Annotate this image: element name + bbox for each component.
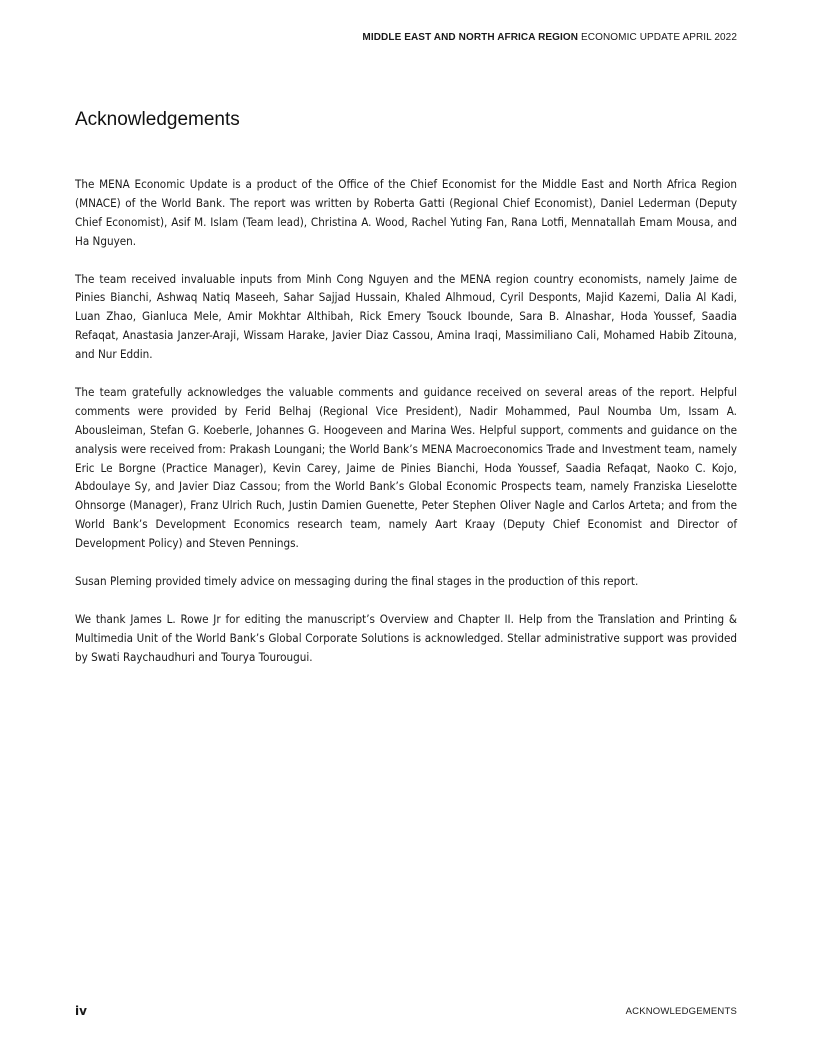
header-publication: ECONOMIC UPDATE APRIL 2022 bbox=[581, 32, 737, 43]
paragraph-authors: The MENA Economic Update is a product of the Office of the Chief Economist for the Middle East and North Africa Region (MNACE) of the World Bank. The report was written by Roberta Gatti (Regional Chief Economist), Daniel Lederman (Deputy Chief Economist), Asif M. Islam (Team lead), Christina A. Wood, Rachel Yuting Fan, Rana Lotfi, Mennatallah Emam Mousa, and Ha Nguyen. bbox=[75, 177, 737, 248]
page-footer bbox=[75, 1004, 737, 1020]
header-region: MIDDLE EAST AND NORTH AFRICA REGION bbox=[362, 32, 579, 43]
paragraph-editing: We thank James L. Rowe Jr for editing the manuscript’s Overview and Chapter II. Help from the Translation and Printing & Multimedia Unit of the World Bank’s Global Corporate Solutions is acknowledged. Stellar administrative support was provided by Swati Raychaudhuri and Tourya Tourougui. bbox=[75, 611, 737, 664]
paragraph-messaging: Susan Pleming provided timely advice on messaging during the final stages in the production of this report. bbox=[75, 573, 639, 588]
page-number: iv bbox=[75, 1004, 87, 1018]
paragraph-inputs: The team received invaluable inputs from Minh Cong Nguyen and the MENA region country economists, namely Jaime de Pinies Bianchi, Ashwaq Natiq Maseeh, Sahar Sajjad Hussain, Khaled Alhmoud, Cyril Desponts, Majid Kazemi, Dalia Al Kadi, Luan Zhao, Gianluca Mele, Amir Mokhtar Althibah, Rick Emery Tsouck Ibounde, Sara B. Alnashar, Hoda Youssef, Saadia Refaqat, Anastasia Janzer-Araji, Wissam Harake, Javier Diaz Cassou, Amina Iraqi, Massimiliano Cali, Mohamed Habib Zitouna, and Nur Eddin. bbox=[75, 271, 737, 362]
running-header bbox=[362, 32, 737, 43]
page-title: Acknowledgements bbox=[75, 109, 240, 130]
footer-section-label: ACKNOWLEDGEMENTS bbox=[625, 1006, 737, 1017]
paragraph-comments: The team gratefully acknowledges the valuable comments and guidance received on several areas of the report. Helpful comments were provided by Ferid Belhaj (Regional Vice President), Nadir Mohammed, Paul Noumba Um, Issam A. Abousleiman, Stefan G. Koeberle, Johannes G. Hoogeveen and Marina Wes. Helpful support, comments and guidance on the analysis were received from: Prakash Loungani; the World Bank’s MENA Macroeconomics Trade and Investment team, namely Eric Le Borgne (Practice Manager), Kevin Carey, Jaime de Pinies Bianchi, Hoda Youssef, Saadia Refaqat, Naoko C. Kojo, Abdoulaye Sy, and Javier Diaz Cassou; from the World Bank’s Global Economic Prospects team, namely Franziska Lieselotte Ohnsorge (Manager), Franz Ulrich Ruch, Justin Damien Guenette, Peter Stephen Oliver Nagle and Carlos Arteta; and from the World Bank’s Development Economics research team, namely Aart Kraay (Deputy Chief Economist and Director of Development Policy) and Steven Pennings. bbox=[75, 384, 737, 551]
body-text bbox=[75, 175, 737, 685]
